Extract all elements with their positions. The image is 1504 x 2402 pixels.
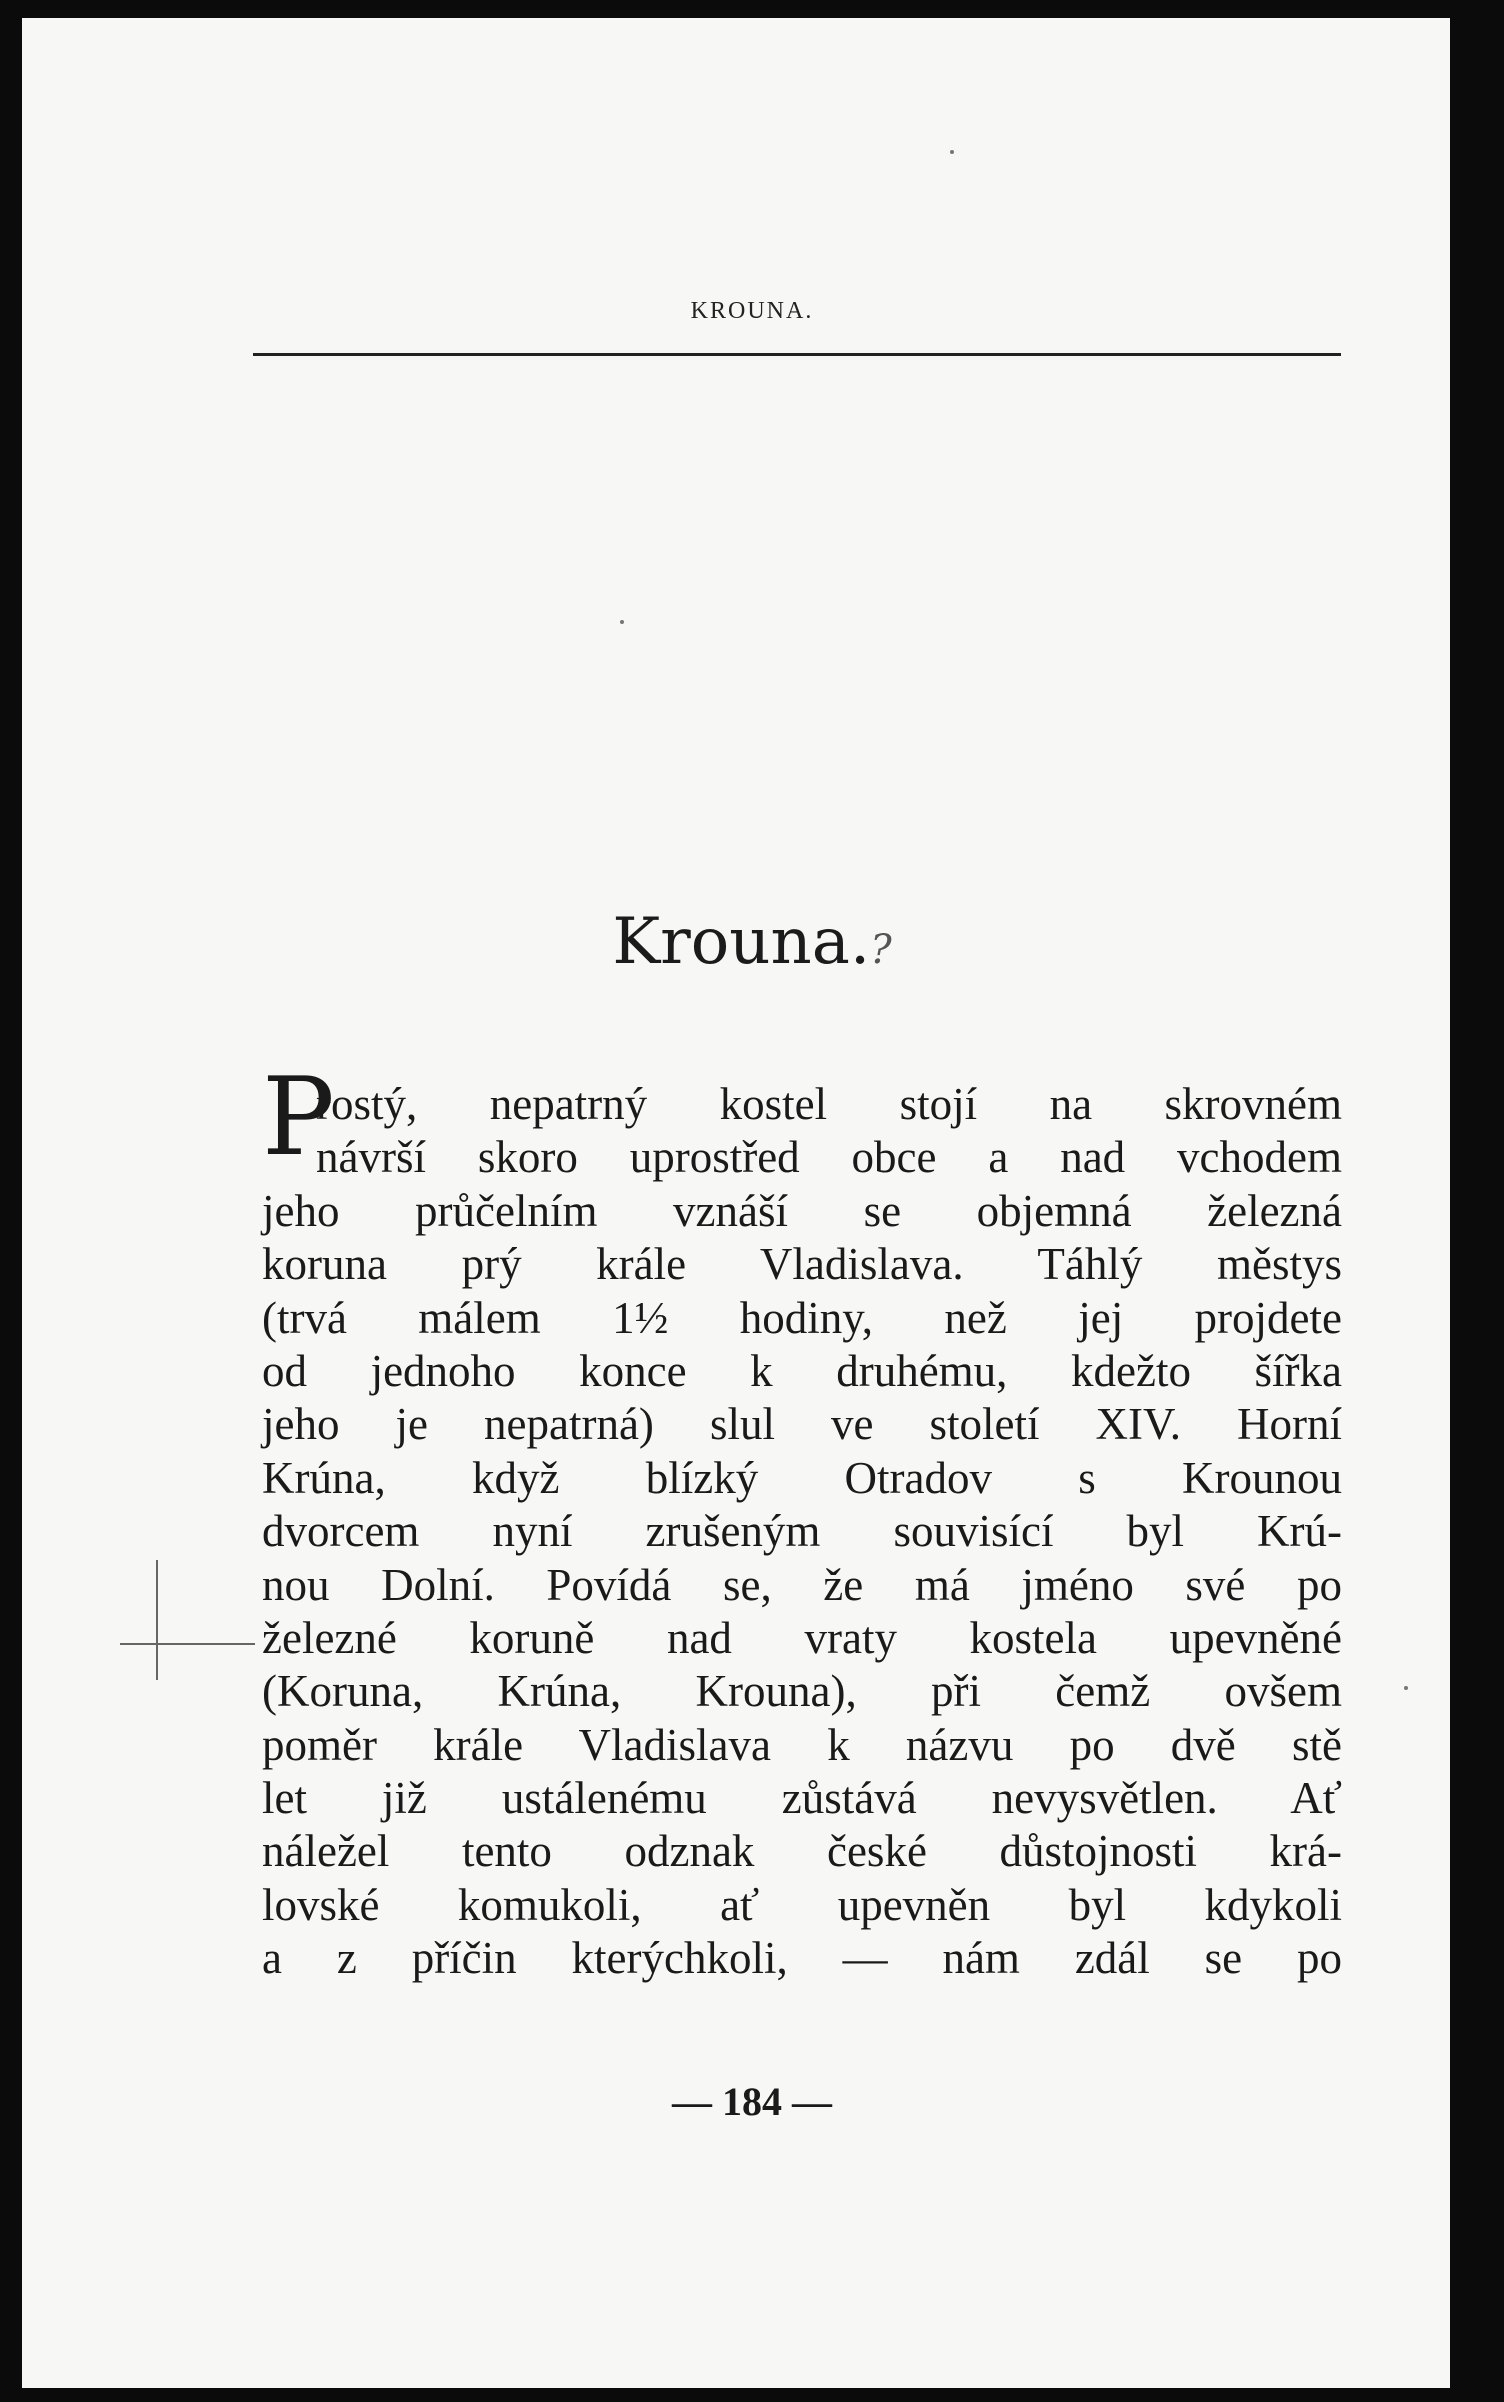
text-line: rostý, nepatrný kostel stojí na skrovném: [316, 1079, 1342, 1129]
paper-speck: [1404, 1686, 1408, 1690]
drop-cap: P: [262, 1055, 335, 1180]
text-line: (Koruna, Krúna, Krouna), při čemž ovšem: [262, 1666, 1342, 1717]
text-line: náležel tento odznak české důstojnosti krá-: [262, 1826, 1342, 1877]
text-line: železné koruně nad vraty kostela upevněné: [262, 1612, 1342, 1663]
text-line: Krúna, když blízký Otradov s Krounou: [262, 1452, 1342, 1503]
text-line: dvorcem nyní zrušeným souvisící byl Krú-: [262, 1506, 1342, 1557]
pencil-mark: ?: [870, 927, 892, 973]
text-line: jeho je nepatrná) slul ve století XIV. Horní: [262, 1399, 1342, 1450]
paper-speck: [620, 620, 624, 624]
text-line: od jednoho konce k druhému, kdežto šířka: [262, 1345, 1342, 1396]
chapter-title: [0, 905, 1504, 979]
page-number: — 184 —: [672, 2079, 832, 2124]
text-line: lovské komukoli, ať upevněn byl kdykoli: [262, 1879, 1342, 1930]
body-paragraph: [262, 1078, 1342, 1986]
chapter-title-text: Krouna.: [612, 905, 871, 979]
text-line: a z příčin kterýchkoli, — nám zdál se po: [262, 1933, 1342, 1984]
text-line: jeho průčelním vznáší se objemná železná: [262, 1185, 1342, 1236]
text-line: let již ustálenému zůstává nevysvětlen. Ať: [262, 1773, 1342, 1824]
text-line: (trvá málem 1½ hodiny, než jej projdete: [262, 1292, 1342, 1343]
running-head: KROUNA.: [690, 298, 814, 324]
paper-speck: [950, 150, 954, 154]
header-rule: [253, 353, 1341, 356]
text-line: nou Dolní. Povídá se, že má jméno své po: [262, 1559, 1342, 1610]
text-line: poměr krále Vladislava k názvu po dvě stě: [262, 1719, 1342, 1770]
margin-pencil-mark: [156, 1560, 158, 1680]
text-line: koruna prý krále Vladislava. Táhlý městys: [262, 1239, 1342, 1290]
margin-pencil-mark: [120, 1643, 255, 1645]
text-line: návrší skoro uprostřed obce a nad vchodem: [316, 1132, 1342, 1183]
